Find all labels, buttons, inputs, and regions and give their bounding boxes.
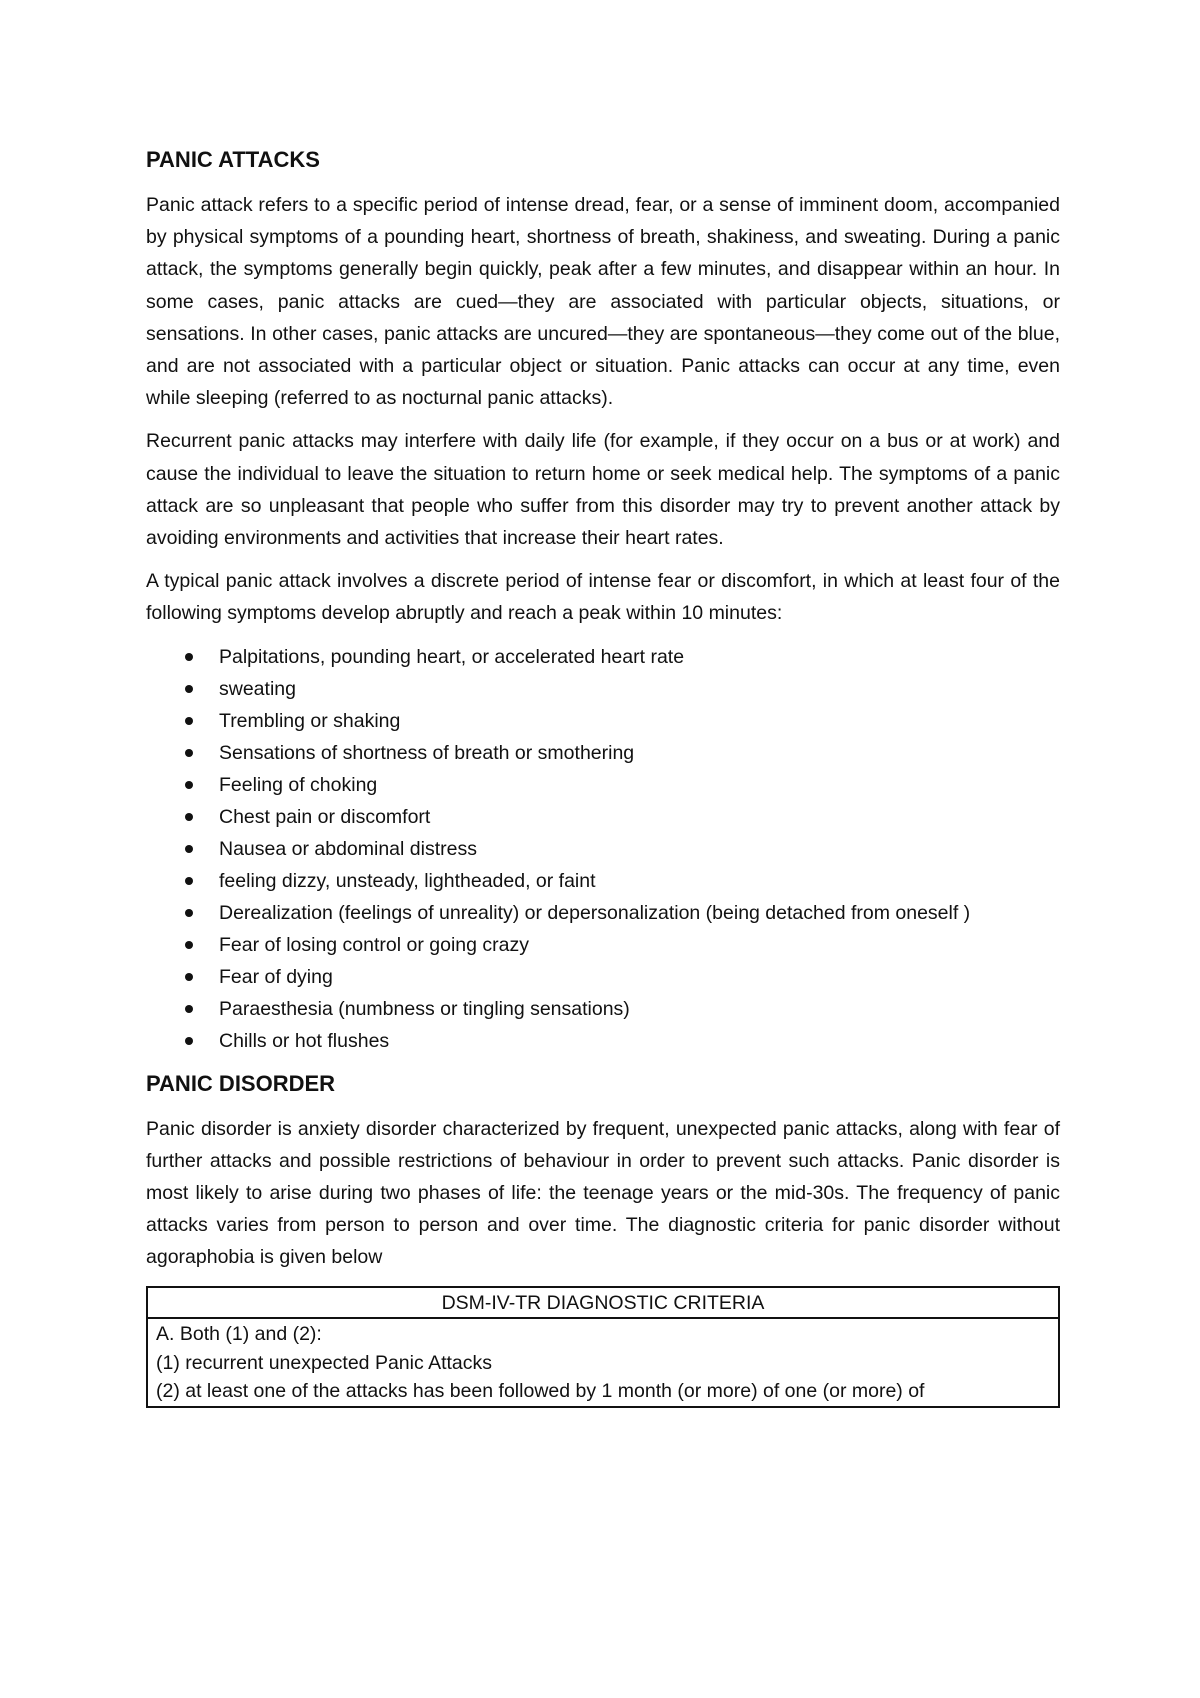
list-item [146,865,1060,897]
symptom-text: Paraesthesia (numbness or tingling sensations) [219,997,630,1020]
symptom-text: Chest pain or discomfort [219,805,431,828]
list-item [146,833,1060,865]
bullet-icon [185,1037,193,1045]
symptom-text: sweating [219,677,296,700]
bullet-icon [185,813,193,821]
symptom-text: Nausea or abdominal distress [219,837,477,860]
list-item [146,673,1060,705]
criteria-line: A. Both (1) and (2): [156,1323,322,1346]
symptom-text: Sensations of shortness of breath or smothering [219,741,635,764]
document-page [146,145,1060,1408]
list-item [146,801,1060,833]
list-item [146,993,1060,1025]
symptom-list [146,641,1060,1057]
bullet-icon [185,877,193,885]
bullet-icon [185,685,193,693]
bullet-icon [185,749,193,757]
symptom-text: Trembling or shaking [219,709,401,732]
list-item [146,705,1060,737]
list-item [146,641,1060,673]
list-item [146,929,1060,961]
paragraph-panic-disorder: Panic disorder is anxiety disorder characterized by frequent, unexpected panic attacks, along with fear of further attacks and possible restrictions of behaviour in order to prevent such attacks. Panic disorder is most likely to arise during two phases of life: the teenage years or the mid-30s. The frequency of panic attacks varies from person to person and over time. The diagnostic criteria for panic disorder without agoraphobia is given below [146,1117,1060,1269]
bullet-icon [185,845,193,853]
symptom-text: Derealization (feelings of unreality) or depersonalization (being detached from oneself ) [219,901,971,924]
bullet-icon [185,717,193,725]
criteria-line: (2) at least one of the attacks has been followed by 1 month (or more) of one (or more) of [156,1380,925,1403]
table-row [147,1318,1059,1407]
bullet-icon [185,973,193,981]
table-row [147,1287,1059,1319]
symptom-text: Fear of losing control or going crazy [219,933,529,956]
criteria-line: (1) recurrent unexpected Panic Attacks [156,1351,493,1374]
symptom-text: Fear of dying [219,965,333,988]
symptom-text: Feeling of choking [219,773,378,796]
section-heading-panic-attacks: PANIC ATTACKS [146,147,320,172]
list-item [146,897,1060,929]
table-header-cell: DSM-IV-TR DIAGNOSTIC CRITERIA [147,1287,1059,1319]
symptom-text: Palpitations, pounding heart, or accelerated heart rate [219,645,685,668]
bullet-icon [185,653,193,661]
list-item [146,769,1060,801]
section-heading-panic-disorder: PANIC DISORDER [146,1070,336,1096]
bullet-icon [185,909,193,917]
symptom-text: Chills or hot flushes [219,1029,390,1052]
bullet-icon [185,781,193,789]
bullet-icon [185,1005,193,1013]
symptom-text: feeling dizzy, unsteady, lightheaded, or faint [219,869,596,892]
paragraph-typical-attack: A typical panic attack involves a discrete period of intense fear or discomfort, in which at least four of the following symptoms develop abruptly and reach a peak within 10 minutes: [146,570,1060,625]
diagnostic-criteria-table [146,1286,1060,1408]
paragraph-recurrent: Recurrent panic attacks may interfere with daily life (for example, if they occur on a bus or at work) and cause the individual to leave the situation to return home or seek medical help. The symptoms of a panic attack are so unpleasant that people who suffer from this disorder may try to prevent another attack by avoiding environments and activities that increase their heart rates. [146,430,1060,550]
table-cell [147,1318,1059,1407]
list-item [146,961,1060,993]
list-item [146,737,1060,769]
list-item [146,1025,1060,1057]
bullet-icon [185,941,193,949]
paragraph-definition: Panic attack refers to a specific period of intense dread, fear, or a sense of imminent doom, accompanied by physical symptoms of a pounding heart, shortness of breath, shakiness, and sweating. During a panic attack, the symptoms generally begin quickly, peak after a few minutes, and disappear within an hour. In some cases, panic attacks are cued—they are associated with particular objects, situations, or sensations. In other cases, panic attacks are uncured—they are spontaneous—they come out of the blue, and are not associated with a particular object or situation. Panic attacks can occur at any time, even while sleeping (referred to as nocturnal panic attacks). [146,194,1060,410]
